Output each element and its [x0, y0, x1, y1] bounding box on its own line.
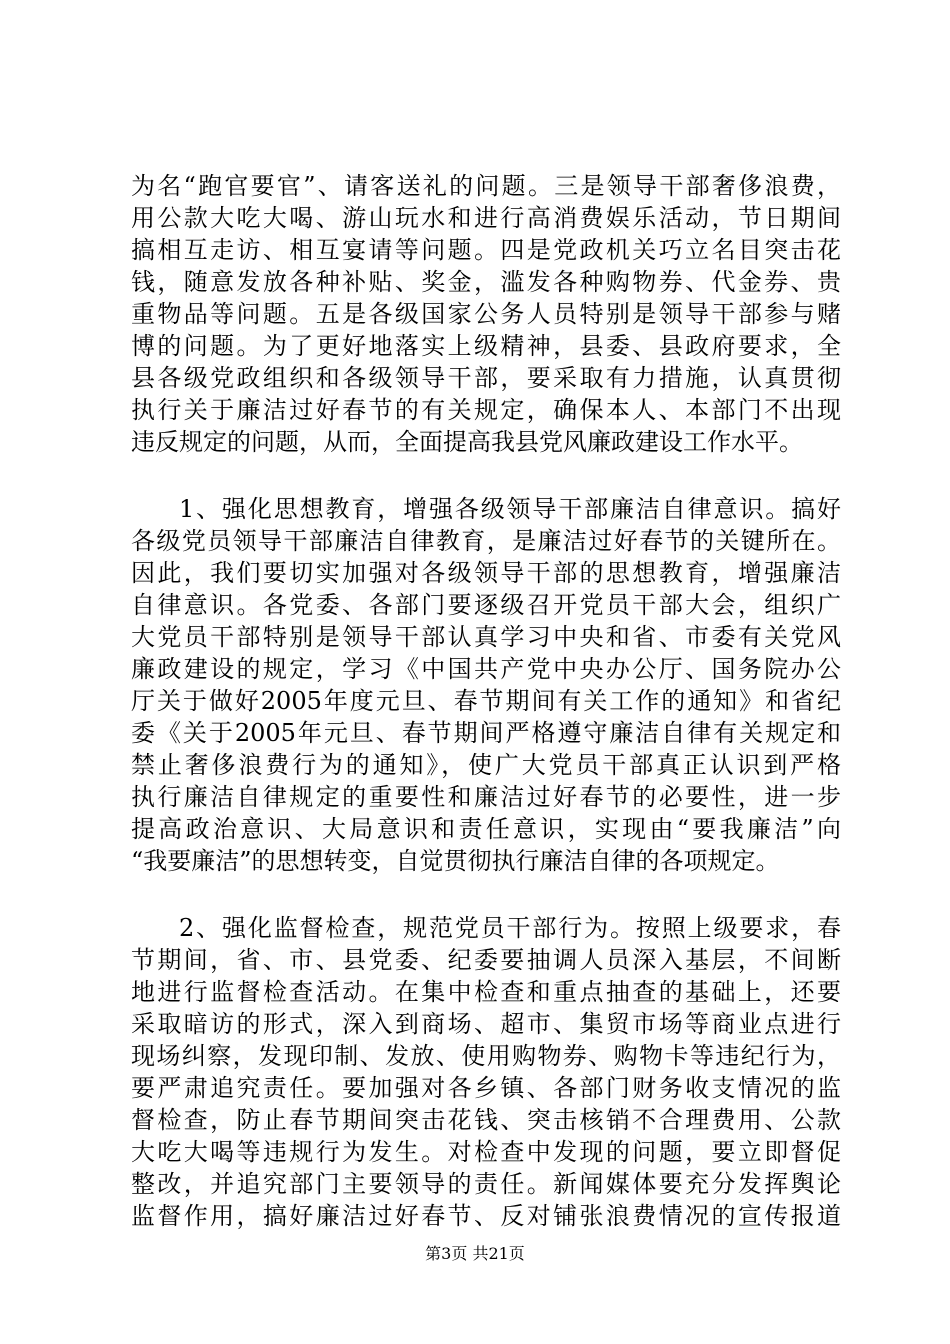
document-body [131, 170, 841, 1232]
paragraph-spacer [131, 458, 841, 493]
text-line: 禁止奢侈浪费行为的通知》，使广大党员干部真正认识到严格 [131, 751, 841, 779]
text-line: 督检查，防止春节期间突击花钱、突击核销不合理费用、公款 [131, 1106, 841, 1134]
paragraph-3 [131, 912, 841, 1232]
text-line: 县各级党政组织和各级领导干部，要采取有力措施，认真贯彻 [131, 364, 841, 392]
text-line: 各级党员领导干部廉洁自律教育，是廉洁过好春节的关键所在。 [131, 527, 841, 555]
text-line: 重物品等问题。五是各级国家公务人员特别是领导干部参与赌 [131, 300, 841, 328]
text-line: “我要廉洁”的思想转变，自觉贯彻执行廉洁自律的各项规定。 [131, 847, 780, 875]
text-line: 钱，随意发放各种补贴、奖金，滥发各种购物券、代金券、贵 [131, 268, 841, 296]
paragraph-2 [131, 493, 841, 877]
text-line: 监督作用，搞好廉洁过好春节、反对铺张浪费情况的宣传报道 [131, 1202, 841, 1230]
text-line: 现场纠察，发现印制、发放、使用购物券、购物卡等违纪行为， [131, 1042, 841, 1070]
text-line: 厅关于做好2005年度元旦、春节期间有关工作的通知》和省纪 [131, 687, 841, 715]
text-line: 大吃大喝等违规行为发生。对检查中发现的问题，要立即督促 [131, 1138, 841, 1166]
text-line: 大党员干部特别是领导干部认真学习中央和省、市委有关党风 [131, 623, 841, 651]
paragraph-1 [131, 170, 841, 458]
text-line: 提高政治意识、大局意识和责任意识，实现由“要我廉洁”向 [131, 815, 841, 843]
text-line: 搞相互走访、相互宴请等问题。四是党政机关巧立名目突击花 [131, 236, 841, 264]
text-line: 因此，我们要切实加强对各级领导干部的思想教育，增强廉洁 [131, 559, 841, 587]
text-line: 地进行监督检查活动。在集中检查和重点抽查的基础上，还要 [131, 978, 841, 1006]
text-line: 执行关于廉洁过好春节的有关规定，确保本人、本部门不出现 [131, 396, 841, 424]
text-line: 委《关于2005年元旦、春节期间严格遵守廉洁自律有关规定和 [131, 719, 841, 747]
text-line: 要严肃追究责任。要加强对各乡镇、各部门财务收支情况的监 [131, 1074, 841, 1102]
paragraph-spacer [131, 877, 841, 912]
text-line: 1、强化思想教育，增强各级领导干部廉洁自律意识。搞好 [179, 495, 841, 523]
text-line: 自律意识。各党委、各部门要逐级召开党员干部大会，组织广 [131, 591, 841, 619]
text-line: 执行廉洁自律规定的重要性和廉洁过好春节的必要性，进一步 [131, 783, 841, 811]
text-line: 2、强化监督检查，规范党员干部行为。按照上级要求，春 [179, 914, 841, 942]
text-line: 采取暗访的形式，深入到商场、超市、集贸市场等商业点进行 [131, 1010, 841, 1038]
text-line: 整改，并追究部门主要领导的责任。新闻媒体要充分发挥舆论 [131, 1170, 841, 1198]
page-footer [0, 1244, 950, 1264]
text-line: 博的问题。为了更好地落实上级精神，县委、县政府要求，全 [131, 332, 841, 360]
page-number-label: 第3页 共21页 [425, 1244, 525, 1263]
text-line: 为名“跑官要官”、请客送礼的问题。三是领导干部奢侈浪费， [131, 172, 841, 200]
text-line: 节期间，省、市、县党委、纪委要抽调人员深入基层，不间断 [131, 946, 841, 974]
text-line: 违反规定的问题，从而，全面提高我县党风廉政建设工作水平。 [131, 428, 803, 456]
text-line: 廉政建设的规定，学习《中国共产党中央办公厅、国务院办公 [131, 655, 841, 683]
text-line: 用公款大吃大喝、游山玩水和进行高消费娱乐活动，节日期间 [131, 204, 841, 232]
